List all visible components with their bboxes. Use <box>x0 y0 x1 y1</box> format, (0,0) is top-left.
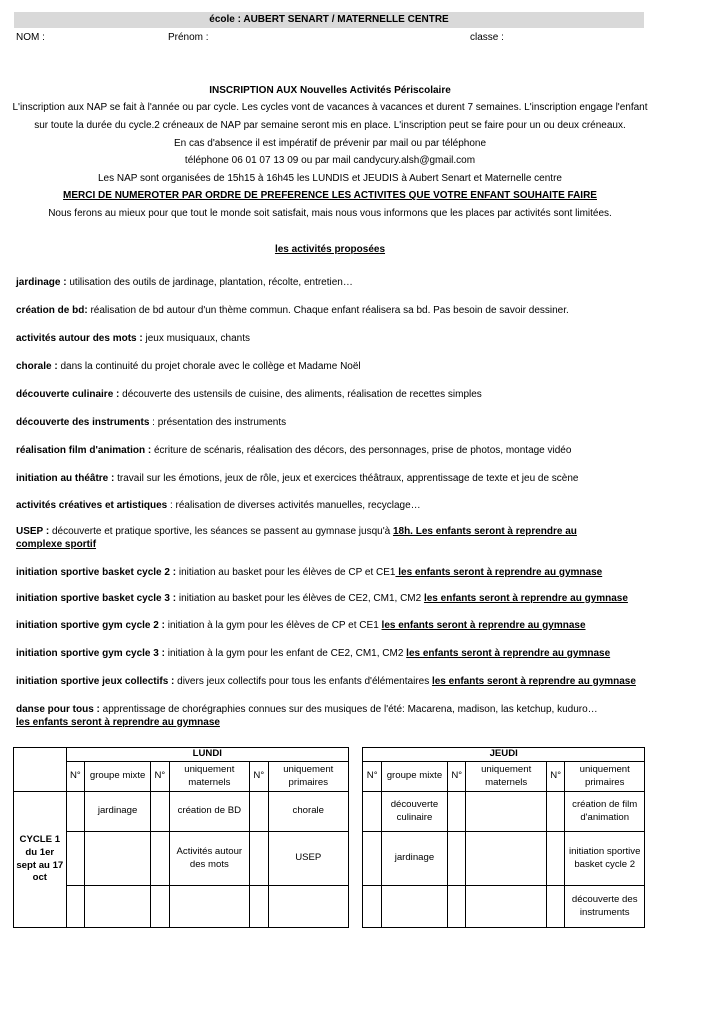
jeudi-mixte-num-input[interactable] <box>363 886 382 928</box>
intro-title: INSCRIPTION AUX Nouvelles Activités Périscolaire <box>209 85 451 96</box>
primaires-header: uniquement primaires <box>565 762 645 792</box>
intro-line-6: MERCI DE NUMEROTER PAR ORDRE DE PREFERENCE LES ACTIVITES QUE VOTRE ENFANT SOUHAITE FAIRE <box>63 190 597 201</box>
jeudi-prim-num-input[interactable] <box>546 886 565 928</box>
num-header: N° <box>66 762 85 792</box>
num-header: N° <box>363 762 382 792</box>
classe-label: classe : <box>470 32 504 43</box>
activity-item: jardinage : utilisation des outils de jardinage, plantation, récolte, entretien… <box>16 277 353 288</box>
lundi-mixte-activity: jardinage <box>85 792 151 832</box>
activity-item: création de bd: réalisation de bd autour d'un thème commun. Chaque enfant réalisera sa bd. Pas besoin de savoir dessiner. <box>16 305 569 316</box>
maternels-header: uniquement maternels <box>466 762 546 792</box>
lundi-prim-num-input[interactable] <box>250 886 269 928</box>
activity-item: initiation sportive basket cycle 2 : initiation au basket pour les élèves de CP et CE1 les enfants seront à reprendre au gymnase <box>16 567 603 578</box>
num-header: N° <box>250 762 269 792</box>
activity-item: activités créatives et artistiques : réalisation de diverses activités manuelles, recyclage… <box>16 500 421 511</box>
activity-item-usep: USEP : découverte et pratique sportive, les séances se passent au gymnase jusqu'à 18h. Les enfants seront à reprendre au complexe sportif <box>16 526 577 550</box>
jeudi-prim-activity: création de film d'animation <box>565 792 645 832</box>
lundi-prim-activity <box>268 886 348 928</box>
maternels-header: uniquement maternels <box>169 762 249 792</box>
lundi-mixte-num-input[interactable] <box>66 832 85 886</box>
intro-line-3: En cas d'absence il est impératif de prévenir par mail ou par téléphone <box>173 138 487 149</box>
jeudi-prim-activity: découverte des instruments <box>565 886 645 928</box>
lundi-mat-num-input[interactable] <box>151 886 170 928</box>
corner-cell <box>14 748 67 792</box>
lundi-prim-activity: chorale <box>268 792 348 832</box>
num-header: N° <box>151 762 170 792</box>
jeudi-mixte-activity: découverte culinaire <box>381 792 447 832</box>
activity-item: chorale : dans la continuité du projet chorale avec le collège et Madame Noël <box>16 361 361 372</box>
cycle-label: CYCLE 1 du 1er sept au 17 oct <box>14 792 67 928</box>
lundi-mat-activity <box>169 886 249 928</box>
lundi-mat-num-input[interactable] <box>151 832 170 886</box>
intro-line-5: Les NAP sont organisées de 15h15 à 16h45 les LUNDIS et JEUDIS à Aubert Senart et Maternelle centre <box>98 173 562 184</box>
lundi-mixte-num-input[interactable] <box>66 792 85 832</box>
groupe-mixte-header: groupe mixte <box>381 762 447 792</box>
jeudi-mat-num-input[interactable] <box>447 792 466 832</box>
jeudi-mat-activity <box>466 886 546 928</box>
lundi-prim-num-input[interactable] <box>250 792 269 832</box>
activity-item: danse pour tous : apprentissage de chorégraphies connues sur des musiques de l'été: Macarena, madison, las ketchup, kuduro… les enfants seront à reprendre au gymnase <box>16 704 598 728</box>
intro-line-1: L'inscription aux NAP se fait à l'année ou par cycle. Les cycles vont de vacances à vacances et durent 7 semaines. L'inscription engage l'enfant <box>12 102 648 113</box>
activity-item: initiation sportive jeux collectifs : divers jeux collectifs pour tous les enfants d'élémentaires les enfants seront à reprendre au gymnase <box>16 676 636 687</box>
activity-item: découverte culinaire : découverte des ustensils de cuisine, des aliments, réalisation de recettes simples <box>16 389 482 400</box>
intro-line-2: sur toute la durée du cycle.2 créneaux de NAP par semaine seront mis en place. L'inscription peut se faire pour un ou deux créneaux. <box>34 120 626 131</box>
school-header: école : AUBERT SENART / MATERNELLE CENTRE <box>14 12 644 28</box>
jeudi-mat-activity <box>466 832 546 886</box>
intro-line-7: Nous ferons au mieux pour que tout le monde soit satisfait, mais nous vous informons que les places par activités sont limitées. <box>48 208 612 219</box>
intro-line-4: téléphone 06 01 07 13 09 ou par mail candycury.alsh@gmail.com <box>184 155 476 166</box>
jeudi-mixte-num-input[interactable] <box>363 832 382 886</box>
activity-item: initiation sportive gym cycle 3 : initiation à la gym pour les enfant de CE2, CM1, CM2 les enfants seront à reprendre au gymnase <box>16 648 611 659</box>
activity-item: découverte des instruments : présentation des instruments <box>16 417 287 428</box>
activity-item: réalisation film d'animation : écriture de scénaris, réalisation des décors, des personnages, prise de photos, montage vidéo <box>16 445 572 456</box>
jeudi-mixte-num-input[interactable] <box>363 792 382 832</box>
lundi-mat-activity: Activités autour des mots <box>169 832 249 886</box>
jeudi-mixte-activity <box>381 886 447 928</box>
groupe-mixte-header: groupe mixte <box>85 762 151 792</box>
activity-item: initiation sportive basket cycle 3 : initiation au basket pour les élèves de CE2, CM1, CM2 les enfants seront à reprendre au gymnase <box>16 593 628 604</box>
activity-item: activités autour des mots : jeux musiquaux, chants <box>16 333 250 344</box>
lundi-prim-activity: USEP <box>268 832 348 886</box>
activity-item: initiation sportive gym cycle 2 : initiation à la gym pour les élèves de CP et CE1 les enfants seront à reprendre au gymnase <box>16 620 586 631</box>
prenom-label: Prénom : <box>168 32 209 43</box>
num-header: N° <box>447 762 466 792</box>
lundi-prim-num-input[interactable] <box>250 832 269 886</box>
nom-label: NOM : <box>16 32 45 43</box>
lundi-header: LUNDI <box>66 748 348 762</box>
jeudi-mat-activity <box>466 792 546 832</box>
jeudi-mat-num-input[interactable] <box>447 886 466 928</box>
jeudi-mat-num-input[interactable] <box>447 832 466 886</box>
lundi-mixte-num-input[interactable] <box>66 886 85 928</box>
primaires-header: uniquement primaires <box>268 762 348 792</box>
jeudi-prim-activity: initiation sportive basket cycle 2 <box>565 832 645 886</box>
jeudi-prim-num-input[interactable] <box>546 832 565 886</box>
jeudi-prim-num-input[interactable] <box>546 792 565 832</box>
lundi-mat-num-input[interactable] <box>151 792 170 832</box>
jeudi-header: JEUDI <box>363 748 645 762</box>
num-header: N° <box>546 762 565 792</box>
activity-item: initiation au théâtre : travail sur les émotions, jeux de rôle, jeux et exercices théâtraux, apprentissage de texte et jeu de scène <box>16 473 579 484</box>
activities-title: les activités proposées <box>274 244 386 255</box>
jeudi-mixte-activity: jardinage <box>381 832 447 886</box>
lundi-mixte-activity <box>85 886 151 928</box>
lundi-mat-activity: création de BD <box>169 792 249 832</box>
registration-table <box>13 747 645 928</box>
lundi-mixte-activity <box>85 832 151 886</box>
